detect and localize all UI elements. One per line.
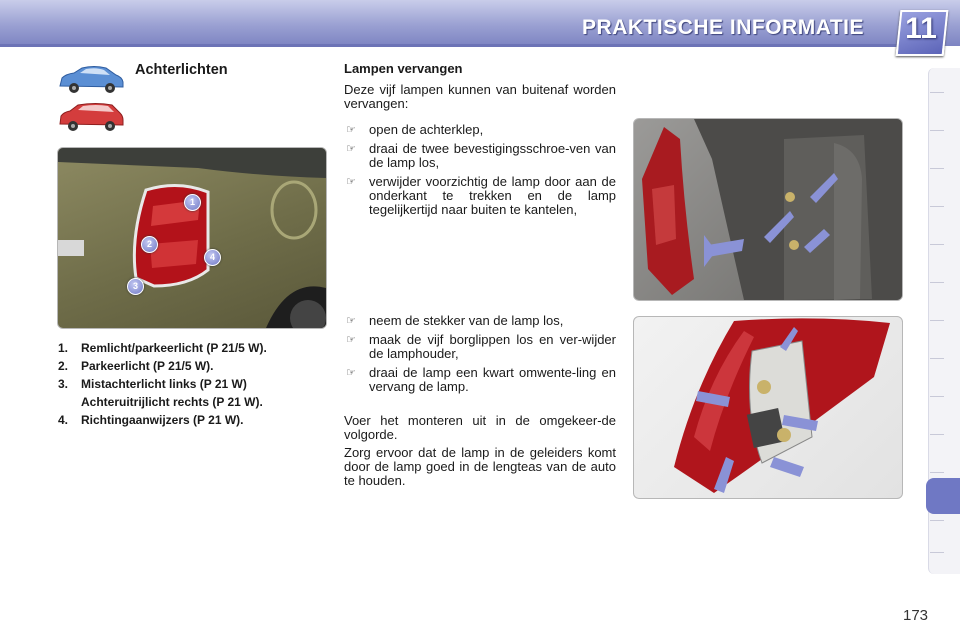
tab-divider <box>930 130 944 131</box>
instructions-middle <box>344 314 616 399</box>
callout-badge-2: 2 <box>141 236 158 253</box>
hatchback-car-icon <box>56 64 126 96</box>
legend-item: Achteruitrijlicht rechts (P 21 W). <box>81 395 263 409</box>
lamp-holder-illustration <box>634 317 902 498</box>
pointing-hand-icon: ☞ <box>346 315 356 327</box>
page-number: 173 <box>903 607 929 624</box>
bulb-legend <box>58 342 328 432</box>
legend-item: 4. Richtingaanwijzers (P 21 W). <box>58 413 244 427</box>
tab-divider <box>930 520 944 521</box>
step-item: ☞ open de achterklep, <box>346 122 484 137</box>
rear-light-photo <box>57 147 327 329</box>
subheading: Lampen vervangen <box>344 61 463 76</box>
chapter-number: 11 <box>905 12 937 45</box>
tab-divider <box>930 244 944 245</box>
tab-divider <box>930 320 944 321</box>
callout-badge-4: 4 <box>204 249 221 266</box>
chapter-tab-active[interactable] <box>926 478 960 514</box>
instructions-closing <box>344 414 616 492</box>
closing-text: Voer het monteren uit in de omgekeer-de volgorde. <box>344 413 616 442</box>
instructions-top <box>344 62 616 222</box>
step-item: ☞ verwijder voorzichtig de lamp door aan de onderkant te trekken en de lamp tegelijkertijd naar buiten te kantelen, <box>346 174 616 217</box>
tab-divider <box>930 434 944 435</box>
tab-divider <box>930 358 944 359</box>
tab-divider <box>930 396 944 397</box>
step-item: ☞ draai de lamp een kwart omwente-ling en vervang de lamp. <box>346 365 616 394</box>
tab-divider <box>930 552 944 553</box>
legend-item: 1. Remlicht/parkeerlicht (P 21/5 W). <box>58 341 267 355</box>
intro-text: Deze vijf lampen kunnen van buitenaf worden vervangen: <box>344 82 616 111</box>
lamp-removal-illustration <box>634 119 902 300</box>
tab-divider <box>930 168 944 169</box>
tab-divider <box>930 472 944 473</box>
pointing-hand-icon: ☞ <box>346 143 356 155</box>
page-title: PRAKTISCHE INFORMATIE <box>582 16 864 39</box>
step-item: ☞ neem de stekker van de lamp los, <box>346 313 564 328</box>
pointing-hand-icon: ☞ <box>346 367 356 379</box>
tab-divider <box>930 206 944 207</box>
lamp-holder-photo <box>633 316 903 499</box>
header-rule <box>0 44 900 47</box>
minivan-car-icon <box>56 101 126 133</box>
lamp-removal-photo <box>633 118 903 301</box>
step-item: ☞ draai de twee bevestigingsschroe-ven van de lamp los, <box>346 141 616 170</box>
tab-divider <box>930 92 944 93</box>
rear-light-illustration <box>58 148 326 328</box>
closing-text: Zorg ervoor dat de lamp in de geleiders komt door de lamp goed in de lengteas van de auto te houden. <box>344 445 616 488</box>
legend-item: 2. Parkeerlicht (P 21/5 W). <box>58 359 214 373</box>
pointing-hand-icon: ☞ <box>346 334 356 346</box>
pointing-hand-icon: ☞ <box>346 176 356 188</box>
legend-item: 3. Mistachterlicht links (P 21 W) <box>58 377 247 391</box>
section-title: Achterlichten <box>135 62 228 78</box>
callout-badge-1: 1 <box>184 194 201 211</box>
tab-divider <box>930 282 944 283</box>
callout-badge-3: 3 <box>127 278 144 295</box>
pointing-hand-icon: ☞ <box>346 124 356 136</box>
step-item: ☞ maak de vijf borglippen los en ver-wijder de lamphouder, <box>346 332 616 361</box>
